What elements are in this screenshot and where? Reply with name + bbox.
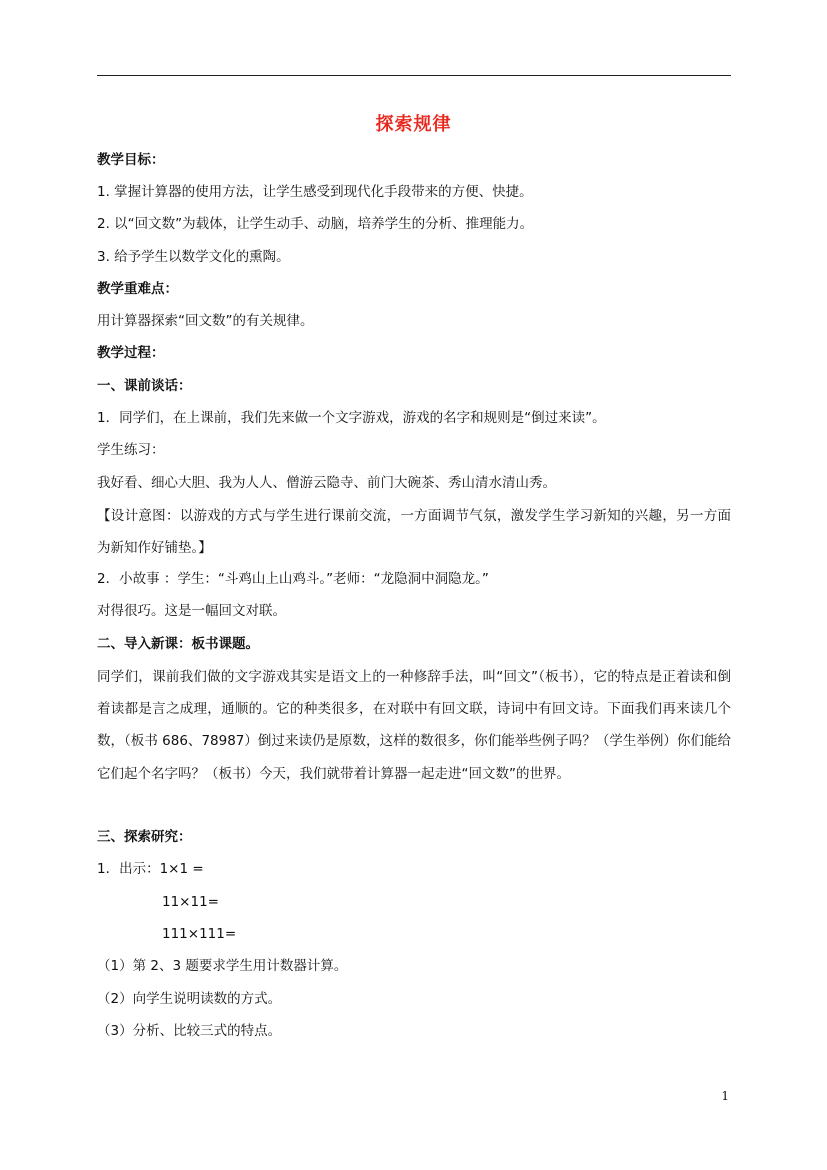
header-rule [97,75,731,76]
section-3-subitem-1: （1）第 2、3 题要求学生用计数器计算。 [97,958,348,974]
heading-teaching-goals: 教学目标： [97,152,165,168]
section-1-practice-label: 学生练习： [97,442,165,458]
page-number: 1 [721,1089,729,1103]
section-1-item-2: 2．小故事 ：学生：“斗鸡山上山鸡斗。”老师：“龙隐洞中洞隐龙。” [97,571,489,587]
section-3-equation-2: 11×11= [162,894,219,910]
goal-item-2: 2. 以“回文数”为载体，让学生动手、动脑，培养学生的分析、推理能力。 [97,216,534,232]
section-3-heading: 三、探索研究： [97,829,192,845]
goal-item-3: 3. 给予学生以数学文化的熏陶。 [97,249,290,265]
section-2-heading: 二、导入新课：板书课题。 [97,636,259,652]
section-1-item-2-note: 对得很巧。这是一幅回文对联。 [97,603,286,619]
section-1-examples: 我好看、细心大胆、我为人人、僧游云隐寺、前门大碗茶、秀山清水清山秀。 [97,475,556,491]
key-points-text: 用计算器探索“回文数”的有关规律。 [97,313,314,329]
section-1-item-1: 1．同学们，在上课前，我们先来做一个文字游戏，游戏的名字和规则是“倒过来读”。 [97,410,606,426]
section-3-subitem-3: （3）分析、比较三式的特点。 [97,1023,282,1039]
document-title: 探索规律 [375,114,452,135]
design-intent-note: 【设计意图：以游戏的方式与学生进行课前交流，一方面调节气氛，激发学生学习新知的兴趣，另一方面为新知作好铺垫。】 [97,508,731,557]
section-1-heading: 一、课前谈话： [97,378,192,394]
heading-key-points: 教学重难点： [97,281,178,297]
section-2-paragraph: 同学们，课前我们做的文字游戏其实是语文上的一种修辞手法，叫“回文”（板书），它的特点是正着读和倒着读都是言之成理，通顺的。它的种类很多，在对联中有回文联，诗词中有回文诗。下面我们再来读几个数，（板书 686、78987）倒过来读仍是原数，这样的数很多，你们能举些例子吗？（学生举例）你们能给它们起个名字吗？（板书）今天，我们就带着计算器一起走进“回文数”的世界。 [97,669,731,782]
heading-teaching-process: 教学过程： [97,345,165,361]
section-3-subitem-2: （2）向学生说明读数的方式。 [97,991,282,1007]
goal-item-1: 1. 掌握计算器的使用方法，让学生感受到现代化手段带来的方便、快捷。 [97,184,533,200]
section-3-equation-3: 111×111= [162,926,237,942]
section-3-item-1: 1．出示：1×1 = [97,861,204,877]
